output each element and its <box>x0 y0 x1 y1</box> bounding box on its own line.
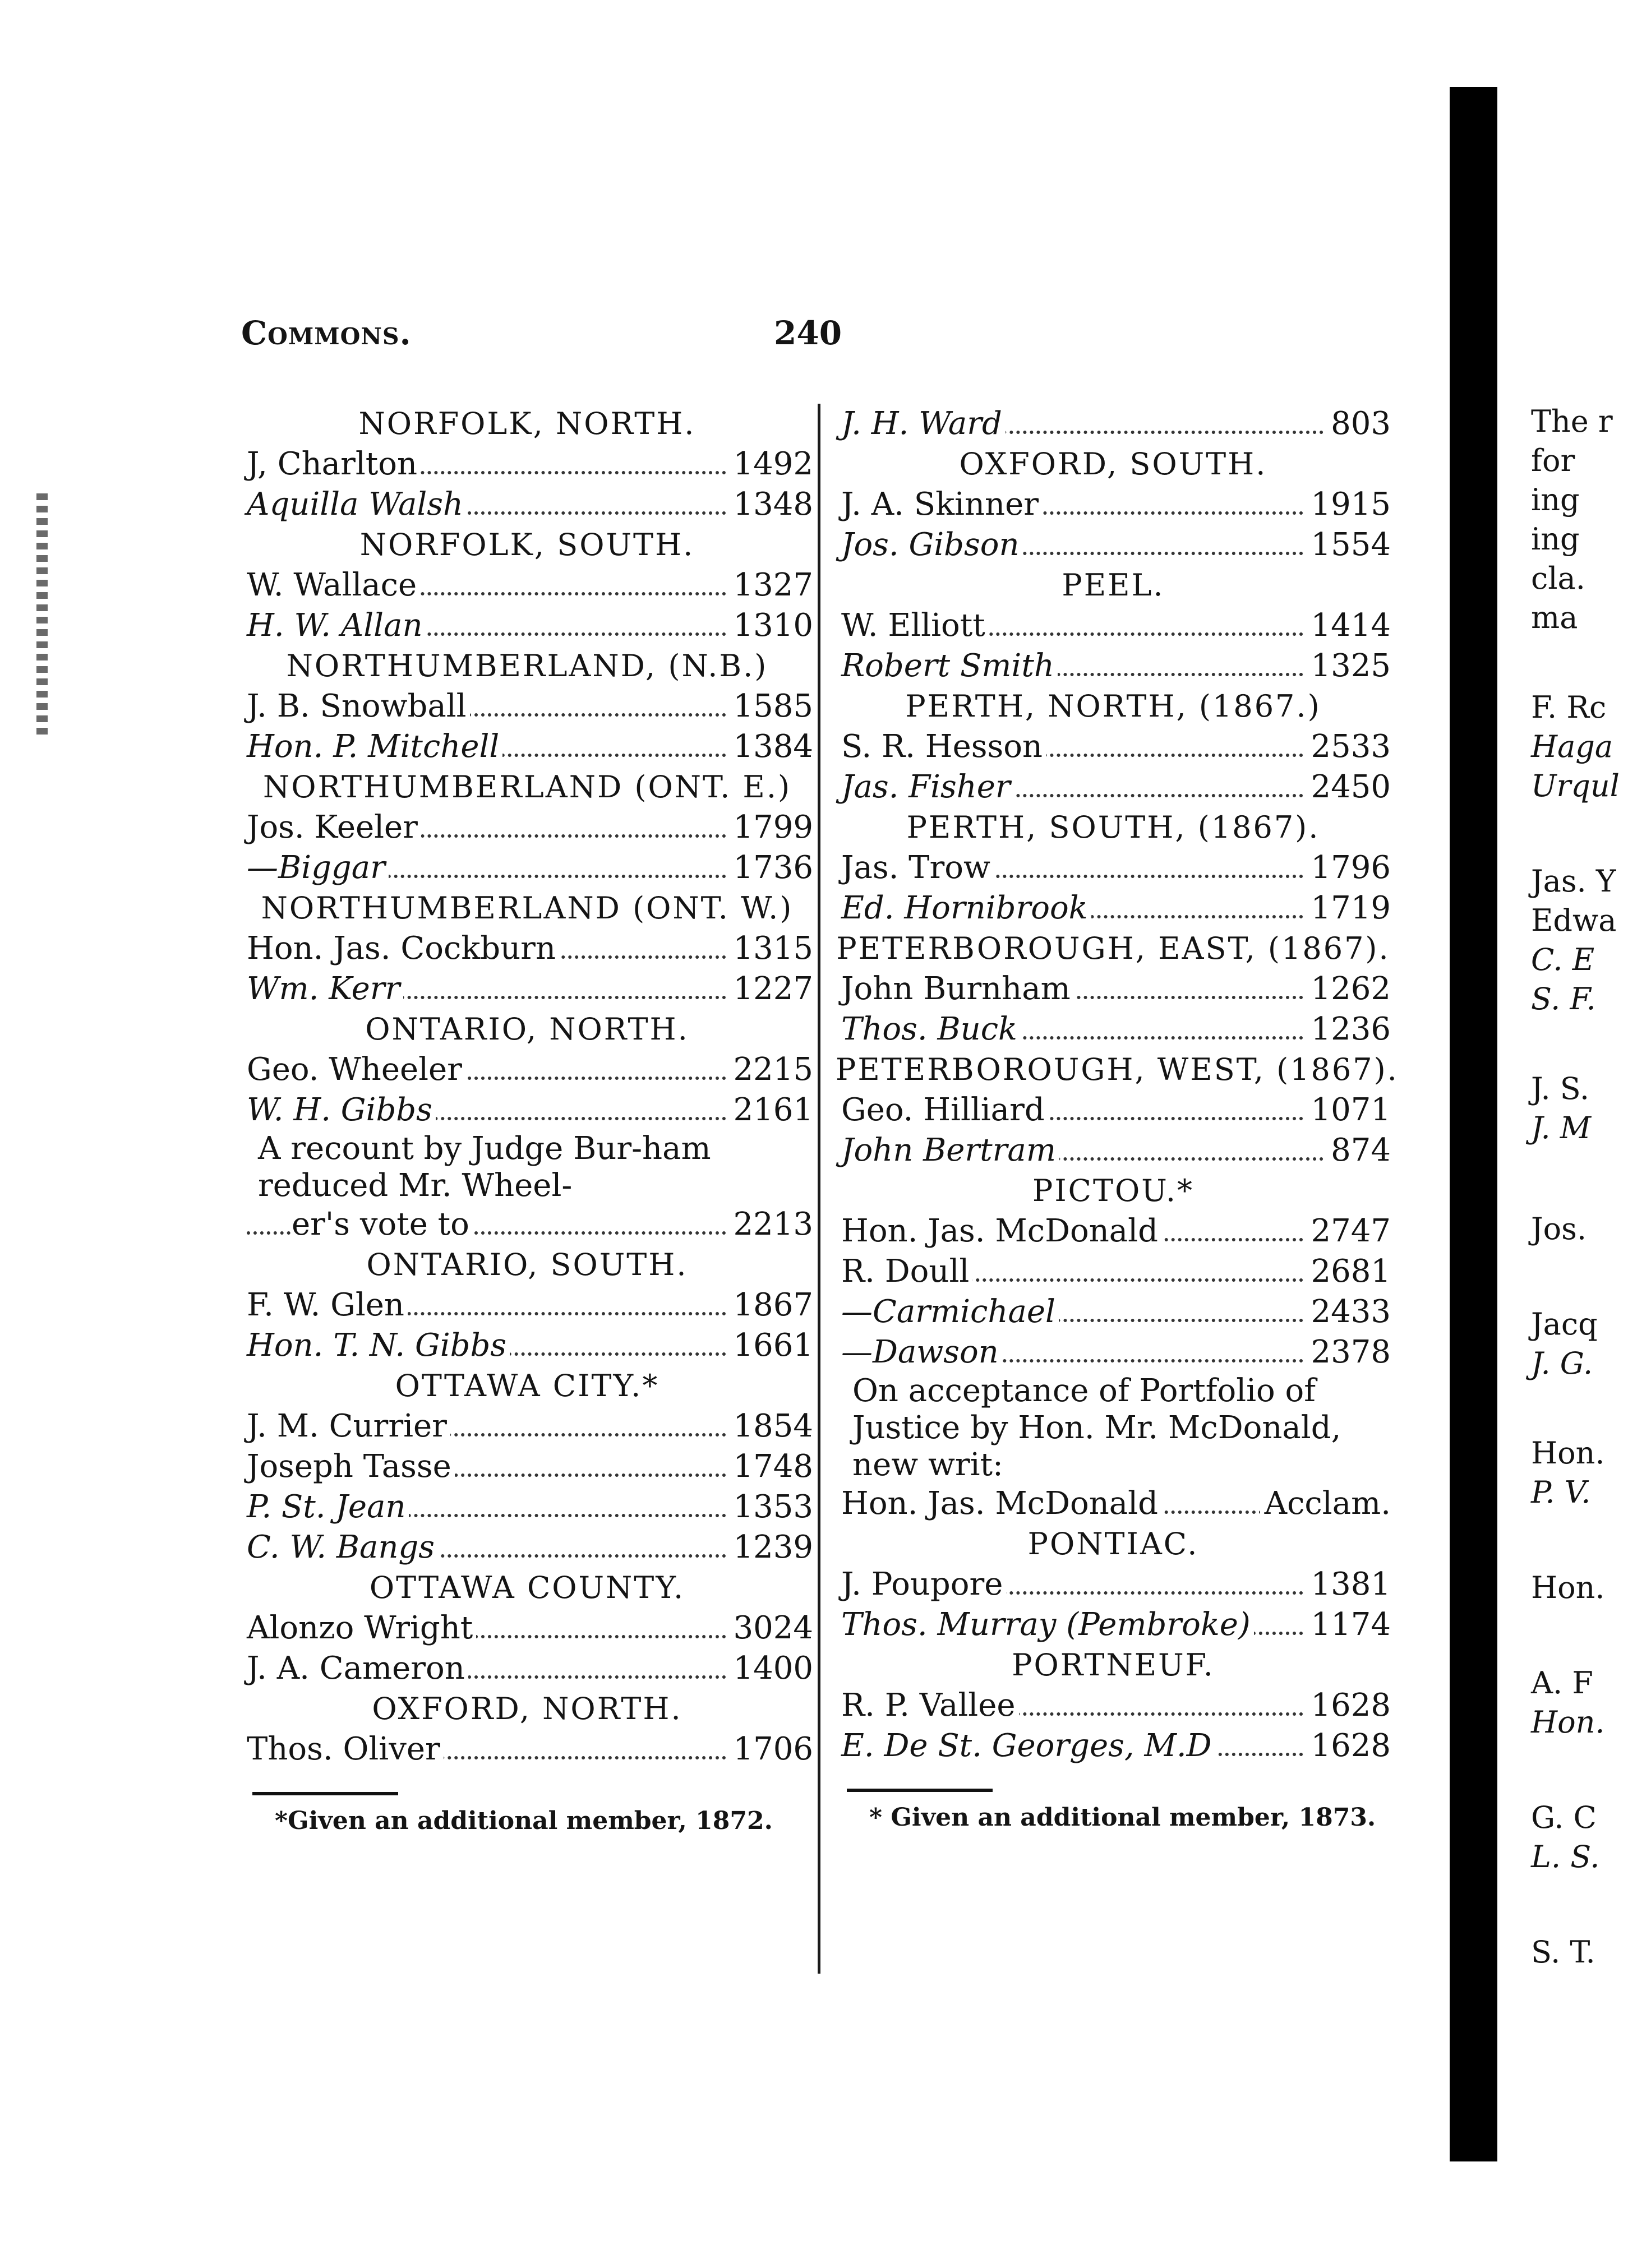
vote-count: 2213 <box>728 1204 813 1245</box>
candidate-name: —Carmichael <box>841 1292 1059 1332</box>
vote-count: 1854 <box>728 1406 813 1447</box>
candidate-row <box>241 565 813 606</box>
candidate-name: Thos. Oliver <box>247 1729 444 1770</box>
candidate-row <box>836 606 1391 646</box>
candidate-name: J. H. Ward <box>841 404 1006 444</box>
fragment-text: Hon. <box>1531 1570 1605 1605</box>
candidate-row <box>836 1564 1391 1605</box>
vote-count: 1748 <box>728 1447 813 1487</box>
left-column <box>241 404 813 1835</box>
candidate-row <box>836 848 1391 888</box>
candidate-row <box>836 1251 1391 1292</box>
vote-count: 1628 <box>1306 1726 1391 1766</box>
vote-count: 2378 <box>1306 1332 1391 1373</box>
fragment-text: Hon. <box>1531 1435 1605 1471</box>
candidate-name: E. De St. Georges, M.D <box>841 1726 1215 1766</box>
fragment-text: Edwa <box>1531 903 1617 938</box>
page-gutter-shadow <box>1450 87 1497 2161</box>
candidate-name: Wm. Kerr <box>247 969 403 1009</box>
candidate-row <box>836 767 1391 807</box>
page-number: 240 <box>774 314 842 352</box>
candidate-name: Hon. Jas. Cockburn <box>247 929 559 969</box>
vote-count: 1310 <box>728 606 813 646</box>
vote-count: 1736 <box>728 848 813 888</box>
fragment-text: A. F <box>1531 1665 1593 1701</box>
candidate-row <box>241 1648 813 1689</box>
vote-count: 1414 <box>1306 606 1391 646</box>
candidate-row <box>241 1204 813 1245</box>
candidate-row <box>836 1605 1391 1645</box>
vote-count: 1071 <box>1306 1090 1391 1130</box>
candidate-row <box>241 1729 813 1770</box>
constituency-heading: PETERBOROUGH, EAST, (1867). <box>836 931 1390 966</box>
vote-count: 1353 <box>728 1487 813 1527</box>
fragment-text: F. Rc <box>1531 690 1607 725</box>
recount-note: A recount by Judge Bur-ham reduced Mr. Wheel- <box>258 1130 711 1204</box>
constituency-heading: OTTAWA CITY.* <box>395 1368 660 1403</box>
vote-count: 1400 <box>728 1648 813 1689</box>
candidate-row <box>241 606 813 646</box>
fragment-text: cla. <box>1531 561 1585 596</box>
vote-count: 1492 <box>728 444 813 484</box>
candidate-row <box>241 848 813 888</box>
candidate-name: Hon. Jas. McDonald <box>841 1211 1161 1251</box>
candidate-row <box>241 444 813 484</box>
fragment-text: The r <box>1531 404 1613 439</box>
vote-count: 1327 <box>728 565 813 606</box>
vote-count: 2450 <box>1306 767 1391 807</box>
candidate-name: Geo. Wheeler <box>247 1050 465 1090</box>
candidate-name: Jos. Gibson <box>841 525 1023 565</box>
vote-count: 1174 <box>1306 1605 1391 1645</box>
constituency-heading: OXFORD, NORTH. <box>372 1691 682 1726</box>
constituency-heading: OXFORD, SOUTH. <box>959 446 1267 482</box>
constituency-heading: NORFOLK, NORTH. <box>358 406 696 441</box>
candidate-name: Hon. Jas. McDonald <box>841 1484 1161 1524</box>
vote-count: 803 <box>1326 404 1391 444</box>
candidate-name: John Bertram <box>841 1130 1059 1171</box>
candidate-row <box>836 1130 1391 1171</box>
candidate-row <box>241 1608 813 1648</box>
fragment-text: Jacq <box>1531 1306 1598 1342</box>
constituency-heading: OTTAWA COUNTY. <box>369 1570 685 1605</box>
vote-count: 1915 <box>1306 484 1391 525</box>
vote-count: 1227 <box>728 969 813 1009</box>
fragment-text: P. V. <box>1531 1475 1591 1510</box>
fragment-text: C. E <box>1531 942 1595 977</box>
footnote: * Given an additional member, 1873. <box>869 1803 1376 1832</box>
candidate-row <box>241 484 813 525</box>
vote-count: 2161 <box>728 1090 813 1130</box>
candidate-row <box>241 686 813 727</box>
fragment-text: J. G. <box>1531 1346 1593 1381</box>
constituency-heading: PETERBOROUGH, WEST, (1867). <box>836 1052 1399 1087</box>
candidate-row <box>241 1406 813 1447</box>
vote-count: 2747 <box>1306 1211 1391 1251</box>
candidate-row <box>836 1484 1391 1524</box>
candidate-row <box>241 1487 813 1527</box>
vote-count: 2433 <box>1306 1292 1391 1332</box>
candidate-row <box>241 1050 813 1090</box>
candidate-name: Ed. Hornibrook <box>841 888 1091 929</box>
constituency-heading: PORTNEUF. <box>1012 1647 1215 1683</box>
constituency-heading: NORTHUMBERLAND (ONT. W.) <box>261 890 794 926</box>
candidate-row <box>241 1527 813 1568</box>
constituency-heading: PICTOU.* <box>1032 1173 1194 1208</box>
candidate-name: Jas. Fisher <box>841 767 1014 807</box>
candidate-name: Joseph Tasse <box>247 1447 455 1487</box>
candidate-name: J. B. Snowball <box>247 686 470 727</box>
vote-count: Acclam. <box>1260 1484 1391 1524</box>
candidate-name: John Burnham <box>841 969 1074 1009</box>
candidate-name: —Biggar <box>247 848 389 888</box>
candidate-name: Thos. Murray (Pembroke) <box>841 1605 1254 1645</box>
candidate-name: Jas. Trow <box>841 848 994 888</box>
candidate-row <box>836 1211 1391 1251</box>
candidate-row <box>836 1090 1391 1130</box>
footnote: *Given an additional member, 1872. <box>275 1807 773 1835</box>
candidate-row <box>836 1726 1391 1766</box>
candidate-name: P. St. Jean <box>247 1487 409 1527</box>
candidate-name: er's vote to <box>292 1204 473 1245</box>
vote-count: 1325 <box>1306 646 1391 686</box>
vote-count: 2533 <box>1306 727 1391 767</box>
vote-count: 1236 <box>1306 1009 1391 1050</box>
candidate-name: J, Charlton <box>247 444 421 484</box>
fragment-text: Haga <box>1531 729 1613 764</box>
candidate-row <box>241 969 813 1009</box>
constituency-heading: PEEL. <box>1062 567 1165 603</box>
constituency-heading: PONTIAC. <box>1027 1526 1199 1562</box>
vote-count: 1799 <box>728 807 813 848</box>
vote-count: 1348 <box>728 484 813 525</box>
constituency-heading: ONTARIO, NORTH. <box>365 1011 689 1047</box>
footnote-rule <box>252 1792 398 1795</box>
candidate-row <box>836 888 1391 929</box>
candidate-row <box>241 807 813 848</box>
candidate-name: F. W. Glen <box>247 1285 408 1325</box>
candidate-row <box>836 969 1391 1009</box>
vote-count: 3024 <box>728 1608 813 1648</box>
candidate-name: —Dawson <box>841 1332 1002 1373</box>
candidate-name: W. Wallace <box>247 565 420 606</box>
candidate-name: J. A. Cameron <box>247 1648 468 1689</box>
candidate-name: R. P. Vallee <box>841 1685 1019 1726</box>
constituency-heading: ONTARIO, SOUTH. <box>366 1247 688 1282</box>
candidate-row <box>836 404 1391 444</box>
constituency-heading: NORFOLK, SOUTH. <box>359 527 695 562</box>
candidate-name: Jos. Keeler <box>247 807 421 848</box>
vote-count: 1719 <box>1306 888 1391 929</box>
candidate-name: R. Doull <box>841 1251 972 1292</box>
constituency-heading: NORTHUMBERLAND (ONT. E.) <box>262 769 792 805</box>
vote-count: 1239 <box>728 1527 813 1568</box>
candidate-name: W. Elliott <box>841 606 989 646</box>
scan-artifact <box>36 493 48 740</box>
candidate-name: Aquilla Walsh <box>247 484 467 525</box>
candidate-name: S. R. Hesson <box>841 727 1046 767</box>
candidate-name: Robert Smith <box>841 646 1058 686</box>
constituency-heading: PERTH, NORTH, (1867.) <box>905 689 1321 724</box>
candidate-name: H. W. Allan <box>247 606 426 646</box>
candidate-row <box>241 1090 813 1130</box>
candidate-row <box>836 1685 1391 1726</box>
fragment-text: Hon. <box>1531 1705 1605 1740</box>
candidate-row <box>836 727 1391 767</box>
candidate-row <box>241 1325 813 1366</box>
vote-count: 1661 <box>728 1325 813 1366</box>
fragment-text: L. S. <box>1531 1839 1600 1874</box>
candidate-name: Alonzo Wright <box>247 1608 476 1648</box>
candidate-name: Hon. P. Mitchell <box>247 727 502 767</box>
candidate-name: J. Poupore <box>841 1564 1006 1605</box>
candidate-row <box>836 484 1391 525</box>
constituency-heading: NORTHUMBERLAND, (N.B.) <box>286 648 768 683</box>
column-divider <box>818 404 820 1974</box>
candidate-name: J. M. Currier <box>247 1406 450 1447</box>
candidate-row <box>836 525 1391 565</box>
candidate-name: Geo. Hilliard <box>841 1090 1048 1130</box>
fragment-text: G. C <box>1531 1800 1597 1835</box>
vote-count: 2681 <box>1306 1251 1391 1292</box>
candidate-row <box>241 929 813 969</box>
candidate-name: Thos. Buck <box>841 1009 1021 1050</box>
candidate-name: W. H. Gibbs <box>247 1090 436 1130</box>
candidate-row <box>241 1285 813 1325</box>
candidate-name: Hon. T. N. Gibbs <box>247 1325 510 1366</box>
fragment-text: Jos. <box>1531 1211 1587 1246</box>
fragment-text: for <box>1531 443 1575 478</box>
vote-count: 1867 <box>728 1285 813 1325</box>
fragment-text: ing <box>1531 482 1580 518</box>
vote-count: 1585 <box>728 686 813 727</box>
fragment-text: J. M <box>1531 1110 1592 1145</box>
fragment-text: ing <box>1531 521 1580 557</box>
fragment-text: J. S. <box>1531 1071 1590 1106</box>
candidate-row <box>836 1292 1391 1332</box>
candidate-row <box>241 1447 813 1487</box>
right-column <box>836 404 1399 1832</box>
vote-count: 874 <box>1326 1130 1391 1171</box>
fragment-text: S. T. <box>1531 1934 1595 1970</box>
candidate-row <box>241 727 813 767</box>
fragment-text: Urqul <box>1531 768 1620 803</box>
candidate-row <box>836 646 1391 686</box>
fragment-text: Jas. Y <box>1531 863 1616 899</box>
vote-count: 1315 <box>728 929 813 969</box>
recount-note: On acceptance of Portfolio of Justice by Hon. Mr. McDonald, new writ: <box>852 1373 1341 1483</box>
candidate-name: C. W. Bangs <box>247 1527 438 1568</box>
candidate-name: J. A. Skinner <box>841 484 1042 525</box>
vote-count: 1706 <box>728 1729 813 1770</box>
vote-count: 1384 <box>728 727 813 767</box>
vote-count: 1628 <box>1306 1685 1391 1726</box>
candidate-row <box>836 1009 1391 1050</box>
vote-count: 1796 <box>1306 848 1391 888</box>
constituency-heading: PERTH, SOUTH, (1867). <box>906 810 1320 845</box>
vote-count: 1262 <box>1306 969 1391 1009</box>
vote-count: 2215 <box>728 1050 813 1090</box>
footnote-rule <box>847 1789 993 1792</box>
candidate-row <box>836 1332 1391 1373</box>
fragment-text: ma <box>1531 600 1578 635</box>
fragment-text: S. F. <box>1531 981 1596 1017</box>
vote-count: 1554 <box>1306 525 1391 565</box>
vote-count: 1381 <box>1306 1564 1391 1605</box>
running-header: Commons. <box>241 314 412 352</box>
